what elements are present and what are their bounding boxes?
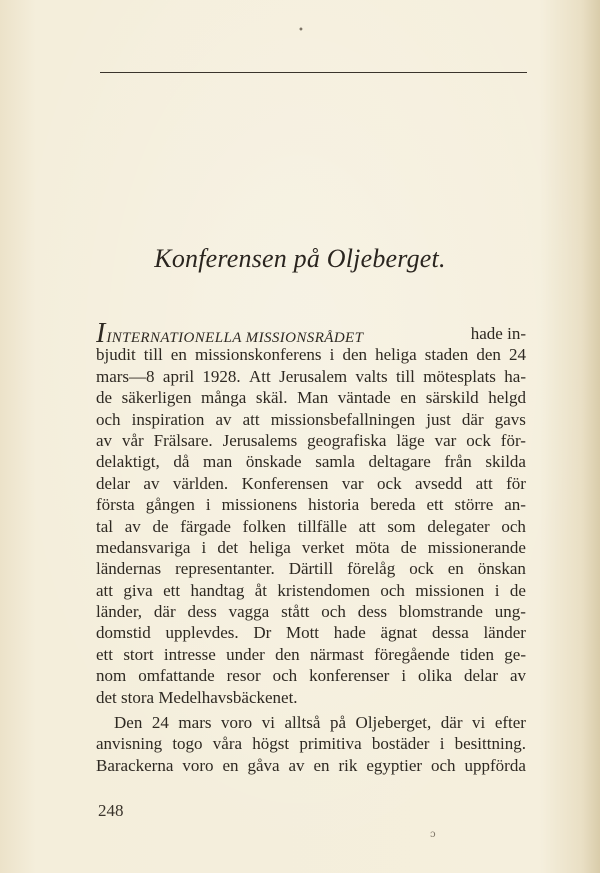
word: missionerande bbox=[427, 537, 526, 557]
word: läge bbox=[396, 430, 425, 450]
word: Att bbox=[249, 366, 271, 386]
word: deltagare bbox=[368, 452, 431, 472]
word: de bbox=[96, 388, 113, 408]
word: staden bbox=[424, 345, 469, 365]
text-line bbox=[96, 558, 526, 579]
text-line bbox=[96, 733, 526, 754]
word: representanter. bbox=[175, 559, 275, 579]
word: ägnat bbox=[380, 623, 418, 643]
word: en bbox=[313, 755, 330, 775]
word: stort bbox=[123, 644, 154, 664]
word: alltså bbox=[284, 713, 321, 733]
word: missionen bbox=[415, 580, 485, 600]
word: 24 bbox=[508, 345, 526, 365]
word: ock bbox=[377, 473, 402, 493]
word: april bbox=[162, 366, 195, 386]
word: skäl. bbox=[255, 388, 288, 408]
word: och bbox=[96, 409, 121, 429]
word: av bbox=[288, 755, 305, 775]
word: omfattande bbox=[138, 666, 215, 686]
word: domstid bbox=[96, 623, 151, 643]
word: för- bbox=[500, 430, 526, 450]
text-line bbox=[96, 644, 526, 665]
paper-speck: • bbox=[298, 25, 304, 36]
word: anvisning bbox=[96, 734, 163, 754]
word: en bbox=[400, 388, 417, 408]
word: resor bbox=[226, 666, 261, 686]
word: i bbox=[494, 580, 500, 600]
word: ung- bbox=[494, 602, 526, 622]
word: var bbox=[434, 430, 457, 450]
text-line bbox=[96, 601, 526, 622]
word: önskan bbox=[477, 559, 526, 579]
word: första bbox=[96, 495, 135, 515]
word: var bbox=[341, 473, 364, 493]
word: att bbox=[358, 516, 376, 536]
first-line-rest: hade in- bbox=[470, 324, 526, 343]
word: mötesplats bbox=[423, 366, 496, 386]
word: tal bbox=[96, 516, 113, 536]
word: Frälsare. bbox=[153, 430, 213, 450]
word: vi bbox=[472, 713, 486, 733]
word: i bbox=[201, 537, 207, 557]
word: vår bbox=[121, 430, 144, 450]
word: högst bbox=[252, 734, 290, 754]
word: länder bbox=[483, 623, 526, 643]
word: vi bbox=[261, 713, 275, 733]
word: mars—8 bbox=[96, 366, 155, 386]
word: en bbox=[170, 345, 187, 365]
drop-cap: I bbox=[96, 323, 106, 345]
word: avsedd bbox=[415, 473, 463, 493]
word: hade bbox=[333, 623, 366, 643]
word: i bbox=[401, 666, 407, 686]
word: upplevdes. bbox=[165, 623, 239, 643]
text-line bbox=[96, 409, 526, 430]
word: valts bbox=[355, 366, 388, 386]
text-line bbox=[96, 665, 526, 686]
word: och bbox=[380, 580, 405, 600]
text-line bbox=[96, 430, 526, 451]
word: historia bbox=[308, 495, 360, 515]
word: en bbox=[447, 559, 464, 579]
word: ländernas bbox=[96, 559, 162, 579]
word: särskild bbox=[425, 388, 479, 408]
word: efter bbox=[494, 713, 526, 733]
word: de bbox=[152, 516, 169, 536]
word: intresse bbox=[163, 644, 216, 664]
word: primitiva bbox=[299, 734, 362, 754]
word: att bbox=[96, 580, 113, 600]
word: Man bbox=[297, 388, 329, 408]
text-line bbox=[96, 516, 526, 537]
text-line bbox=[96, 451, 526, 472]
word: den bbox=[275, 644, 300, 664]
word: att bbox=[242, 409, 260, 429]
word: tillfälle bbox=[297, 516, 347, 536]
word: ett bbox=[426, 495, 444, 515]
paragraph-1 bbox=[96, 323, 526, 708]
paper-speck: ɔ bbox=[430, 829, 436, 840]
word: skilda bbox=[485, 452, 526, 472]
word: närmast bbox=[310, 644, 364, 664]
chapter-title: Konferensen på Oljeberget. bbox=[154, 244, 446, 273]
word: blomstrande bbox=[398, 602, 483, 622]
word: heliga bbox=[249, 537, 291, 557]
word: en bbox=[222, 755, 239, 775]
body-text bbox=[96, 323, 526, 776]
word: den bbox=[342, 345, 367, 365]
word: 24 bbox=[151, 713, 169, 733]
word: för bbox=[506, 473, 526, 493]
word: voro bbox=[182, 755, 214, 775]
text-line bbox=[96, 537, 526, 558]
word: konferenser bbox=[309, 666, 390, 686]
text-line bbox=[96, 755, 526, 776]
word: missionskonferens bbox=[194, 345, 322, 365]
word: Jerusalems bbox=[222, 430, 298, 450]
word: delaktigt, bbox=[96, 452, 160, 472]
word: Mott bbox=[285, 623, 320, 643]
word: Oljeberget, bbox=[355, 713, 432, 733]
text-line bbox=[96, 580, 526, 601]
word: på bbox=[329, 713, 346, 733]
text-line bbox=[96, 473, 526, 494]
text-line bbox=[96, 344, 526, 365]
word: under bbox=[226, 644, 265, 664]
word: att bbox=[475, 473, 493, 493]
word: åt bbox=[254, 580, 268, 600]
word: togo bbox=[172, 734, 203, 754]
word: geografiska bbox=[307, 430, 387, 450]
text-line bbox=[96, 712, 526, 733]
word: som bbox=[387, 516, 416, 536]
word: verket bbox=[301, 537, 345, 557]
word: gåva bbox=[247, 755, 280, 775]
word: de bbox=[509, 580, 526, 600]
word: inspiration bbox=[131, 409, 205, 429]
word: 1928. bbox=[202, 366, 241, 386]
word: möta bbox=[355, 537, 390, 557]
word: just bbox=[426, 409, 451, 429]
word: heliga bbox=[375, 345, 417, 365]
word: medansvariga bbox=[96, 537, 191, 557]
word: mars bbox=[178, 713, 212, 733]
word: ge- bbox=[504, 644, 526, 664]
header-rule bbox=[100, 72, 527, 73]
word: och bbox=[321, 602, 346, 622]
word: säkerligen bbox=[121, 388, 192, 408]
word: och bbox=[431, 755, 456, 775]
word: Den bbox=[114, 713, 143, 733]
word: folken bbox=[242, 516, 287, 536]
word: färgade bbox=[180, 516, 231, 536]
word: vagga bbox=[228, 602, 270, 622]
opening-smallcaps: INTERNATIONELLA MISSIONSRÅDET bbox=[106, 330, 364, 345]
word: bereda bbox=[370, 495, 416, 515]
word: länder, bbox=[96, 602, 143, 622]
word: från bbox=[444, 452, 472, 472]
word: olika bbox=[418, 666, 453, 686]
word: väntade bbox=[337, 388, 391, 408]
word: större bbox=[454, 495, 494, 515]
word: voro bbox=[221, 713, 253, 733]
word: bostäder bbox=[371, 734, 430, 754]
word: tiden bbox=[459, 644, 494, 664]
paragraph-1-last-line: det stora Medelhavsbäckenet. bbox=[96, 687, 298, 707]
word: önskade bbox=[245, 452, 302, 472]
word: den bbox=[476, 345, 501, 365]
paragraph-2 bbox=[96, 712, 526, 776]
word: besittning. bbox=[454, 734, 526, 754]
page-number: 248 bbox=[98, 801, 124, 820]
word: till bbox=[395, 366, 415, 386]
word: i bbox=[205, 495, 211, 515]
word: då bbox=[173, 452, 190, 472]
word: många bbox=[201, 388, 247, 408]
word: Barackerna bbox=[96, 755, 174, 775]
word: Därtill bbox=[288, 559, 334, 579]
text-line bbox=[96, 366, 526, 387]
word: egyptier bbox=[366, 755, 423, 775]
text-line bbox=[96, 387, 526, 408]
word: de bbox=[400, 537, 417, 557]
word: delar bbox=[96, 473, 130, 493]
word: där bbox=[461, 409, 484, 429]
word: av bbox=[124, 516, 141, 536]
word: delegater bbox=[427, 516, 490, 536]
word: gången bbox=[145, 495, 195, 515]
word: i bbox=[439, 734, 445, 754]
paragraph-1-lines bbox=[96, 344, 526, 686]
word: förelåg bbox=[347, 559, 396, 579]
word: uppförda bbox=[464, 755, 526, 775]
paragraph-1-first-line bbox=[96, 323, 526, 344]
word: Dr bbox=[253, 623, 272, 643]
word: ock bbox=[409, 559, 434, 579]
word: våra bbox=[212, 734, 243, 754]
word: och bbox=[501, 516, 526, 536]
word: där bbox=[440, 713, 463, 733]
word: bjudit bbox=[96, 345, 136, 365]
word: det bbox=[217, 537, 239, 557]
word: av bbox=[509, 666, 526, 686]
word: Konferensen bbox=[241, 473, 329, 493]
word: giva bbox=[123, 580, 153, 600]
word: dess bbox=[187, 602, 217, 622]
word: ha- bbox=[504, 366, 526, 386]
word: helgd bbox=[488, 388, 526, 408]
word: av bbox=[143, 473, 160, 493]
word: dess bbox=[357, 602, 387, 622]
word: av bbox=[215, 409, 232, 429]
word: delar bbox=[464, 666, 498, 686]
word: världen. bbox=[172, 473, 229, 493]
word: handtag bbox=[190, 580, 245, 600]
word: kristendomen bbox=[277, 580, 370, 600]
word: rik bbox=[338, 755, 358, 775]
word: man bbox=[203, 452, 233, 472]
word: Jerusalem bbox=[279, 366, 348, 386]
word: där bbox=[153, 602, 176, 622]
word: stått bbox=[281, 602, 310, 622]
word: ett bbox=[163, 580, 181, 600]
word: dessa bbox=[431, 623, 469, 643]
text-line bbox=[96, 622, 526, 643]
word: föregående bbox=[374, 644, 450, 664]
word: i bbox=[329, 345, 335, 365]
word: och bbox=[272, 666, 298, 686]
text-line bbox=[96, 494, 526, 515]
word: missionens bbox=[221, 495, 298, 515]
word: samla bbox=[315, 452, 355, 472]
word: nom bbox=[96, 666, 127, 686]
word: ett bbox=[96, 644, 113, 664]
word: ock bbox=[466, 430, 491, 450]
word: an- bbox=[504, 495, 526, 515]
word: gavs bbox=[494, 409, 526, 429]
word: till bbox=[143, 345, 163, 365]
word: av bbox=[96, 430, 113, 450]
word: missionsbefallningen bbox=[270, 409, 416, 429]
